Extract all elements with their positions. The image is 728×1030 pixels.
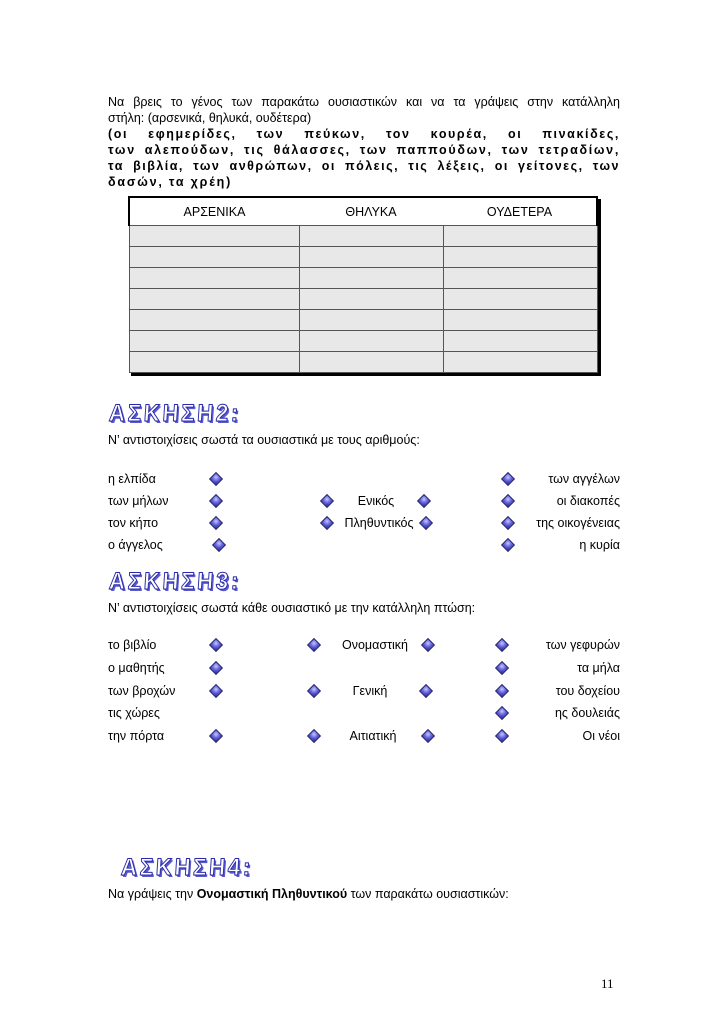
diamond-bullet-icon[interactable] xyxy=(417,494,431,508)
diamond-bullet-icon[interactable] xyxy=(419,684,433,698)
ex4-instruction-emphasis: Ονομαστική Πληθυντικού xyxy=(196,887,348,901)
table-row xyxy=(129,268,597,289)
gender-table-header xyxy=(129,197,597,226)
diamond-bullet-icon[interactable] xyxy=(421,729,435,743)
diamond-bullet-icon[interactable] xyxy=(209,661,223,675)
ex1-instruction-line2: στήλη: (αρσενικά, θηλυκά, ουδέτερα) xyxy=(108,111,312,125)
diamond-bullet-icon[interactable] xyxy=(495,638,509,652)
ex2-left-item: ο άγγελος xyxy=(108,538,163,552)
ex2-instruction: Ν’ αντιστοιχίσεις σωστά τα ουσιαστικά με τους αριθμούς: xyxy=(108,433,420,447)
diamond-bullet-icon[interactable] xyxy=(209,684,223,698)
ex1-word-list-line3: τα βιβλία, των ανθρώπων, οι πόλεις, τις λέξεις, οι γείτονες, των xyxy=(108,159,620,173)
ex3-instruction: Ν’ αντιστοιχίσεις σωστά κάθε ουσιαστικό με την κατάλληλη πτώση: xyxy=(108,601,476,615)
diamond-bullet-icon[interactable] xyxy=(320,494,334,508)
ex2-right-item: της οικογένειας xyxy=(536,516,620,530)
ex1-word-list-line1: (οι εφημερίδες, των πεύκων, τον κουρέα, οι πινακίδες, xyxy=(108,127,620,141)
table-cell[interactable] xyxy=(129,289,299,310)
table-cell[interactable] xyxy=(443,289,597,310)
table-cell[interactable] xyxy=(299,268,443,289)
diamond-bullet-icon[interactable] xyxy=(421,638,435,652)
diamond-bullet-icon[interactable] xyxy=(209,638,223,652)
table-cell[interactable] xyxy=(129,226,299,247)
table-cell[interactable] xyxy=(299,289,443,310)
table-cell[interactable] xyxy=(443,247,597,268)
ex3-left-item: ο μαθητής xyxy=(108,661,165,675)
ex1-instruction-line1: Να βρεις το γένος των παρακάτω ουσιαστικών και να τα γράψεις στην κατάλληλη xyxy=(108,95,620,109)
ex3-center-item: Γενική xyxy=(352,684,388,698)
table-cell[interactable] xyxy=(299,331,443,352)
table-row xyxy=(129,310,597,331)
table-cell[interactable] xyxy=(129,310,299,331)
ex3-right-item: των γεφυρών xyxy=(545,638,620,652)
ex3-right-item: Οι νέοι xyxy=(582,729,620,743)
diamond-bullet-icon[interactable] xyxy=(495,729,509,743)
ex2-right-item: των αγγέλων xyxy=(548,472,620,486)
diamond-bullet-icon[interactable] xyxy=(209,516,223,530)
table-cell[interactable] xyxy=(129,331,299,352)
table-cell[interactable] xyxy=(129,268,299,289)
diamond-bullet-icon[interactable] xyxy=(320,516,334,530)
table-cell[interactable] xyxy=(443,226,597,247)
ex2-right-item: η κυρία xyxy=(579,538,620,552)
ex1-word-list-line4: δασών, τα χρέη) xyxy=(108,175,233,189)
diamond-bullet-icon[interactable] xyxy=(495,684,509,698)
ex2-center-item: Ενικός xyxy=(357,494,395,508)
diamond-bullet-icon[interactable] xyxy=(209,494,223,508)
ex2-heading: ΑΣΚΗΣΗ2: xyxy=(108,400,243,427)
ex4-instruction xyxy=(108,887,509,901)
diamond-bullet-icon[interactable] xyxy=(209,729,223,743)
diamond-bullet-icon[interactable] xyxy=(212,538,226,552)
table-cell[interactable] xyxy=(299,247,443,268)
table-cell[interactable] xyxy=(299,226,443,247)
ex3-left-item: των βροχών xyxy=(108,684,176,698)
diamond-bullet-icon[interactable] xyxy=(307,684,321,698)
ex3-left-item: την πόρτα xyxy=(108,729,165,743)
table-row xyxy=(129,289,597,310)
ex2-left-item: των μήλων xyxy=(108,494,169,508)
table-cell[interactable] xyxy=(443,331,597,352)
ex2-right-item: οι διακοπές xyxy=(556,494,620,508)
table-cell[interactable] xyxy=(129,247,299,268)
table-row xyxy=(129,247,597,268)
table-cell[interactable] xyxy=(443,268,597,289)
table-row xyxy=(129,331,597,352)
diamond-bullet-icon[interactable] xyxy=(495,661,509,675)
diamond-bullet-icon[interactable] xyxy=(495,706,509,720)
table-cell[interactable] xyxy=(299,310,443,331)
table-row xyxy=(129,352,597,373)
ex3-left-item: τις χώρες xyxy=(108,706,160,720)
table-row xyxy=(129,226,597,247)
ex3-left-item: το βιβλίο xyxy=(108,638,157,652)
diamond-bullet-icon[interactable] xyxy=(307,638,321,652)
header-feminine: ΘΗΛΥΚΑ xyxy=(299,197,443,226)
header-masculine: ΑΡΣΕΝΙΚΑ xyxy=(129,197,299,226)
ex4-instruction-end: των παρακάτω ουσιαστικών: xyxy=(350,887,509,901)
ex3-right-item: τα μήλα xyxy=(577,661,620,675)
diamond-bullet-icon[interactable] xyxy=(307,729,321,743)
ex4-heading: ΑΣΚΗΣΗ4: xyxy=(120,854,255,881)
table-cell[interactable] xyxy=(299,352,443,373)
ex3-right-item: ης δουλειάς xyxy=(554,706,620,720)
table-cell[interactable] xyxy=(443,352,597,373)
ex3-right-item: του δοχείου xyxy=(555,684,620,698)
table-cell[interactable] xyxy=(129,352,299,373)
ex4-instruction-start: Να γράψεις την xyxy=(108,887,194,901)
ex2-left-item: τον κήπο xyxy=(108,516,159,530)
page-number: 11 xyxy=(601,976,614,991)
ex2-left-item: η ελπίδα xyxy=(108,472,156,486)
ex2-center-item: Πληθυντικός xyxy=(344,516,414,530)
ex1-word-list-line2: των αλεπούδων, τις θάλασσες, των παππούδων, των τετραδίων, xyxy=(108,143,620,157)
header-neuter: ΟΥΔΕΤΕΡΑ xyxy=(443,197,597,226)
ex3-center-item: Ονομαστική xyxy=(342,638,408,652)
gender-table xyxy=(128,196,598,373)
ex3-heading: ΑΣΚΗΣΗ3: xyxy=(108,568,243,595)
ex3-center-item: Αιτιατική xyxy=(349,729,397,743)
diamond-bullet-icon[interactable] xyxy=(209,472,223,486)
table-cell[interactable] xyxy=(443,310,597,331)
